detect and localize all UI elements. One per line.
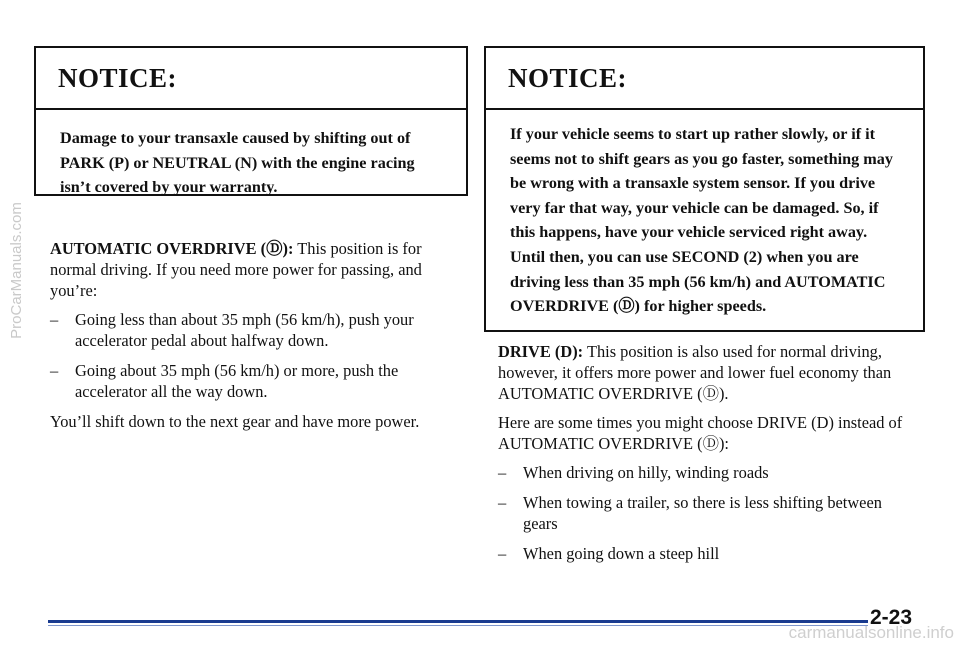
overdrive-heading: AUTOMATIC OVERDRIVE (Ⓓ):	[50, 239, 294, 258]
closing-paragraph: You’ll shift down to the next gear and have more power.	[50, 412, 420, 431]
dash-bullet: –	[498, 493, 507, 512]
footer-rule	[48, 620, 868, 623]
list-item	[50, 360, 470, 402]
overdrive-paragraph	[50, 238, 470, 301]
dash-bullet: –	[50, 310, 59, 329]
drive-paragraph	[498, 341, 918, 404]
left-column	[50, 238, 470, 440]
notice-text: If your vehicle seems to start up rather slowly, or if it seems not to shift gears as you go faster, something may be wrong with a transaxle system sensor. If you drive very far that way, your vehicle can be damaged. So, if this happens, have your vehicle serviced right away. Until then, you can use SECOND (2) when you are driving less than 35 mph (56 km/h) and AUTOMATIC OVERDRIVE (Ⓓ) for higher speeds.	[510, 125, 893, 316]
watermark-bottom: carmanualsonline.info	[788, 623, 954, 642]
watermark-side	[1, 120, 31, 420]
list-item-text: When towing a trailer, so there is less shifting between gears	[523, 493, 882, 533]
list-item-text: When driving on hilly, winding roads	[523, 463, 769, 482]
list-item	[498, 462, 918, 483]
list-item-text: Going less than about 35 mph (56 km/h), push your accelerator pedal about halfway down.	[75, 310, 414, 350]
list-item	[498, 492, 918, 534]
footer-rule-thin	[48, 625, 868, 626]
notice-title: NOTICE:	[36, 48, 466, 110]
dash-bullet: –	[498, 463, 507, 482]
dash-bullet: –	[498, 544, 507, 563]
overdrive-text: This position is for normal driving. If you need more power for passing, and you’re:	[50, 239, 422, 300]
page-number: 2-23	[870, 606, 913, 629]
list-item-text: When going down a steep hill	[523, 544, 720, 563]
watermark-side-text: ProCarManuals.com	[7, 201, 25, 339]
dash-bullet: –	[50, 361, 59, 380]
notice-title: NOTICE:	[486, 48, 923, 110]
list-item	[498, 543, 918, 564]
drive-intro: Here are some times you might choose DRIVE (D) instead of AUTOMATIC OVERDRIVE (Ⓓ):	[498, 413, 903, 453]
drive-heading: DRIVE (D):	[498, 342, 584, 361]
notice-text: Damage to your transaxle caused by shifting out of PARK (P) or NEUTRAL (N) with the engine racing isn’t covered by your warranty.	[60, 129, 415, 197]
notice-box-right	[484, 46, 925, 332]
right-column	[498, 341, 918, 573]
notice-box-left	[34, 46, 468, 196]
drive-text: This position is also used for normal driving, however, it offers more power and lower fuel economy than AUTOMATIC OVERDRIVE (Ⓓ).	[498, 342, 892, 403]
list-item-text: Going about 35 mph (56 km/h) or more, push the accelerator all the way down.	[75, 361, 399, 401]
list-item	[50, 309, 470, 351]
